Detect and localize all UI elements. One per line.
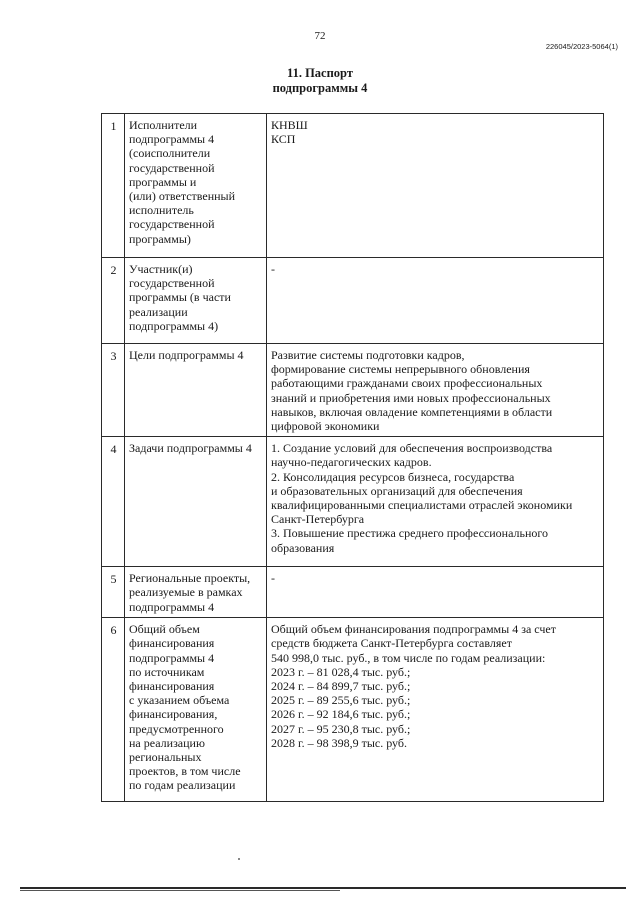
row-value — [267, 344, 604, 437]
scan-mark — [238, 858, 240, 860]
row-value — [267, 437, 604, 567]
row-value-line: 540 998,0 тыс. руб., в том числе по годам реализации: — [271, 650, 546, 665]
row-value — [267, 567, 604, 618]
row-label-line: подпрограммы 4 — [129, 132, 215, 147]
row-number: 2 — [102, 258, 125, 344]
title-line-2: подпрограммы 4 — [272, 81, 368, 95]
title-line-1: 11. Паспорт — [287, 66, 353, 80]
row-value-line: научно-педагогических кадров. — [271, 455, 432, 470]
row-value-line: средств бюджета Санкт-Петербурга составляет — [271, 636, 512, 651]
row-label-line: программы (в части — [129, 290, 231, 305]
row-label-line: подпрограммы 4 — [129, 650, 215, 665]
bottom-rule-secondary — [20, 890, 340, 891]
row-label — [125, 114, 267, 258]
row-label-line: на реализацию — [129, 735, 205, 750]
row-value — [267, 114, 604, 258]
table-row — [102, 344, 604, 437]
row-label — [125, 258, 267, 344]
row-label-line: региональных — [129, 750, 202, 765]
table-row — [102, 618, 604, 802]
row-label-line: с указанием объема — [129, 693, 230, 708]
document-id: 226045/2023-5064(1) — [545, 42, 618, 51]
row-value-line: квалифицированными специалистами отраслей экономики — [271, 498, 573, 513]
row-number: 3 — [102, 344, 125, 437]
row-label-line: Цели подпрограммы 4 — [129, 348, 244, 362]
row-number: 1 — [102, 114, 125, 258]
row-label-line: подпрограммы 4) — [129, 318, 219, 333]
row-value-line: 2023 г. – 81 028,4 тыс. руб.; — [271, 664, 411, 679]
row-label-line: Участник(и) — [129, 262, 193, 276]
row-value — [267, 618, 604, 802]
row-value-line: - — [271, 571, 275, 586]
page-number: 72 — [314, 30, 326, 42]
row-label-line: (или) ответственный — [129, 189, 236, 204]
row-number: 4 — [102, 437, 125, 567]
row-value-line: 2026 г. – 92 184,6 тыс. руб.; — [271, 707, 411, 722]
table-row — [102, 437, 604, 567]
table-row — [102, 258, 604, 344]
row-label-line: программы и — [129, 174, 197, 189]
passport-table — [101, 113, 604, 802]
row-value-line: Общий объем финансирования подпрограммы 4 за счет — [271, 622, 556, 637]
row-label-line: программы) — [129, 231, 191, 246]
row-value — [267, 258, 604, 344]
page-title — [0, 66, 640, 96]
row-value-line: 2024 г. – 84 899,7 тыс. руб.; — [271, 679, 411, 694]
table-row — [102, 114, 604, 258]
row-value-line: знаний и приобретения ими новых профессиональных — [271, 390, 551, 405]
row-value-line: цифровой экономики — [271, 419, 380, 434]
row-value-line: - — [271, 262, 275, 276]
row-label — [125, 618, 267, 802]
row-label — [125, 344, 267, 437]
row-label — [125, 567, 267, 618]
row-label-line: Региональные проекты, — [129, 571, 251, 586]
row-label-line: Исполнители — [129, 118, 198, 132]
row-value-line: навыков, включая овладение компетенциями в области — [271, 404, 553, 419]
row-value-line: образования — [271, 540, 335, 555]
row-label-line: государственной — [129, 160, 215, 175]
row-value-line: КСП — [271, 132, 296, 147]
row-label-line: Общий объем — [129, 622, 200, 637]
row-value-line: работающими гражданами своих профессиональных — [271, 376, 543, 391]
row-value-line: 1. Создание условий для обеспечения воспроизводства — [271, 441, 553, 456]
row-label-line: финансирования, — [129, 707, 218, 722]
row-value-line: 3. Повышение престижа среднего профессионального — [271, 526, 549, 541]
row-label-line: по источникам — [129, 664, 205, 679]
row-number: 5 — [102, 567, 125, 618]
row-value-line: 2025 г. – 89 255,6 тыс. руб.; — [271, 693, 411, 708]
row-label-line: исполнитель — [129, 203, 194, 218]
row-value-line: формирование системы непрерывного обновления — [271, 362, 530, 377]
row-label-line: по годам реализации — [129, 778, 236, 793]
row-label-line: (соисполнители — [129, 146, 211, 161]
row-value-line: 2028 г. – 98 398,9 тыс. руб. — [271, 735, 407, 750]
row-value-line: 2027 г. – 95 230,8 тыс. руб.; — [271, 721, 411, 736]
row-label-line: государственной — [129, 276, 215, 291]
bottom-rule — [20, 887, 626, 889]
row-label-line: государственной — [129, 217, 215, 232]
row-label-line: реализуемые в рамках — [129, 585, 243, 600]
row-label-line: проектов, в том числе — [129, 764, 241, 779]
row-value-line: Санкт-Петербурга — [271, 512, 365, 527]
row-number: 6 — [102, 618, 125, 802]
row-value-line: и образовательных организаций для обеспечения — [271, 483, 523, 498]
row-label-line: финансирования — [129, 679, 215, 694]
row-value-line: 2. Консолидация ресурсов бизнеса, государства — [271, 469, 515, 484]
row-label-line: финансирования — [129, 636, 215, 651]
row-label-line: Задачи подпрограммы 4 — [129, 441, 252, 456]
table-row — [102, 567, 604, 618]
row-value-line: КНВШ — [271, 118, 308, 132]
row-label — [125, 437, 267, 567]
row-value-line: Развитие системы подготовки кадров, — [271, 348, 465, 362]
row-label-line: предусмотренного — [129, 721, 224, 736]
row-label-line: реализации — [129, 304, 188, 319]
row-label-line: подпрограммы 4 — [129, 599, 215, 614]
